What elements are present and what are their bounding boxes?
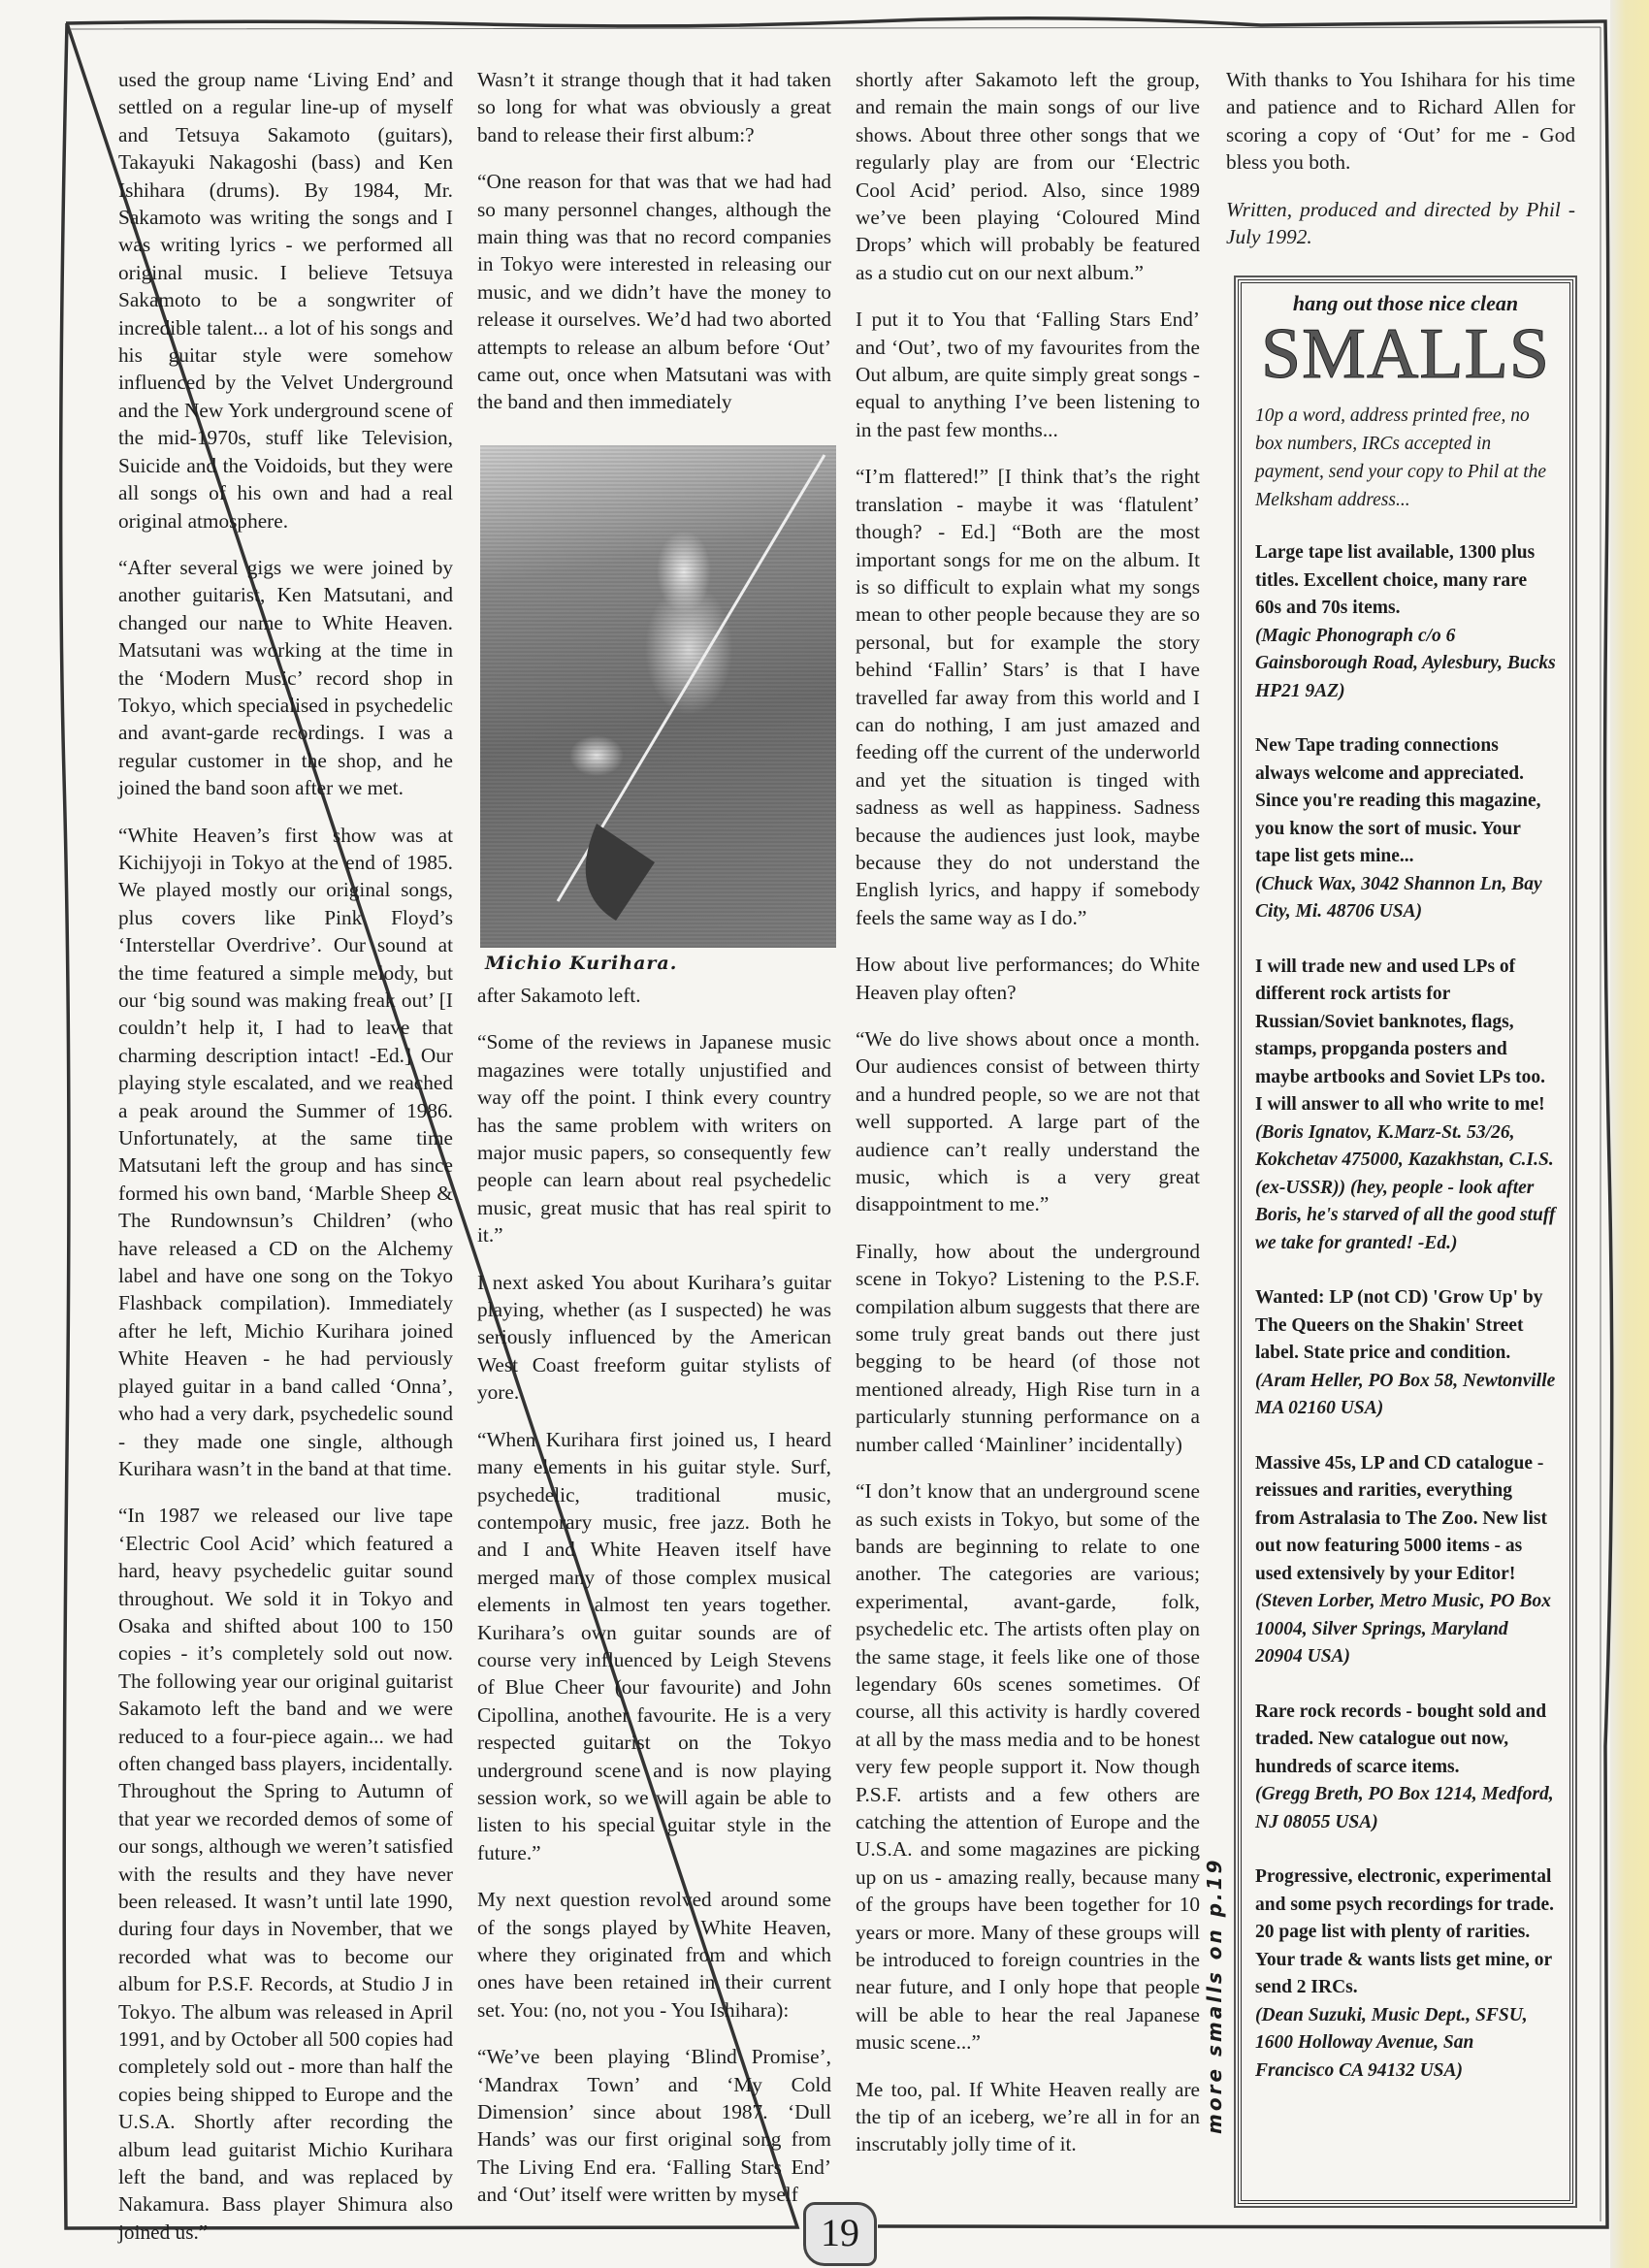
classified-ad (1255, 539, 1556, 705)
article-paragraph: Wasn’t it strange though that it had taken so long for what was obviously a great band to release their first album:? (477, 68, 831, 146)
article-paragraph: after Sakamoto left. (477, 984, 641, 1007)
article-paragraph: used the group name ‘Living End’ and settled on a regular line-up of myself and Tetsuya Sakamoto (guitars), Takayuki Nakagoshi (bass) and Ken Ishihara (drums). By 1984, Mr. Sakamoto was writing the songs and I was writing lyrics - we performed all original music. I believe Tetsuya Sakamoto to be a songwriter of incredible talent... a lot of his songs and his guitar style were somehow influenced by the Velvet Underground and the New York underground scene of the mid-1970s, stuff like Television, Suicide and the Voidoids, but they were all songs of his own and had a real original atmosphere. (118, 68, 453, 533)
ad-text: Large tape list available, 1300 plus titles. Excellent choice, many rare 60s and 70s items. (1255, 542, 1536, 618)
classified-ad (1255, 1284, 1556, 1423)
classified-ad (1255, 954, 1556, 1258)
classified-ad (1255, 732, 1556, 926)
smalls-title: SMALLS (1261, 314, 1550, 394)
article-paragraph: “We’ve been playing ‘Blind Promise’, ‘Mandrax Town’ and ‘My Cold Dimension’ since about 1987. ‘Dull Hands’ was our first original song from The Living End era. ‘Falling Stars End’ and ‘Out’ itself were written by myself (477, 2045, 831, 2207)
ad-contact: (Dean Suzuki, Music Dept., SFSU, 1600 Holloway Avenue, San Francisco CA 94132 USA) (1255, 2004, 1528, 2081)
ad-contact: (Chuck Wax, 3042 Shannon Ln, Bay City, Mi. 48706 USA) (1255, 873, 1542, 922)
ad-text: Rare rock records - bought sold and traded. New catalogue out now, hundreds of scarce items. (1255, 1701, 1547, 1777)
article-column-1 (118, 66, 453, 2265)
article-paragraph: “White Heaven’s first show was at Kichijyoji in Tokyo at the end of 1985. We played mostly our original songs, plus covers like Pink Floyd’s ‘Interstellar Overdrive’. Our sound at the time featured a simple melody, but our ‘big sound was making freak out’ [I couldn’t help it, I had to leave that charming description intact! -Ed.] Our playing style escalated, and we reached a peak around the Summer of 1986. Unfortunately, at the same time Matsutani left the group and has since formed his own band, ‘Marble Sheep & The Rundownsun’s Children’ (who have released a CD on the Alchemy label and have one song on the Tokyo Flashback compilation). Immediately after he left, Michio Kurihara joined White Heaven - he had perviously played guitar in a band called ‘Onna’, who had a very dark, psychedelic sound - they made one single, although Kurihara wasn’t in the band at that time. (118, 823, 453, 1480)
photo-caption: Michio Kurihara. (485, 953, 678, 974)
article-column-2-bottom (477, 982, 831, 2228)
ad-contact: (Aram Heller, PO Box 58, Newtonville MA 02160 USA) (1255, 1370, 1556, 1418)
article-paragraph: shortly after Sakamoto left the group, and remain the main songs of our live shows. About three other songs that we regularly play are from our ‘Electric Cool Acid’ period. Also, since 1989 we’ve been playing ‘Coloured Mind Drops’ which will probably be featured as a studio cut on our next album.” (856, 68, 1200, 284)
article-paragraph: Finally, how about the underground scene in Tokyo? Listening to the P.S.F. compilation album suggests that there are some truly great bands out there just begging to be heard (of those not mentioned already, High Rise turn in a particularly stunning performance on a number called ‘Mainliner’ incidentally) (856, 1239, 1200, 1456)
author-credit: Written, produced and directed by Phil - July 1992. (1226, 197, 1575, 249)
classified-ad (1255, 1699, 1556, 1837)
ad-contact: (Gregg Breth, PO Box 1214, Medford, NJ 08055 USA) (1255, 1784, 1554, 1832)
article-paragraph: “We do live shows about once a month. Our audiences consist of between thirty and a hundred people, so we are not that well supported. A large part of the audience can’t really understand the music, which is a very great disappointment to me.” (856, 1027, 1200, 1216)
article-paragraph: My next question revolved around some of the songs played by White Heaven, where they originated from and which ones have been retained in their current set. You: (no, not you - You Ishihara): (477, 1888, 831, 2022)
smalls-ad-list (1255, 539, 1556, 2085)
article-column-2-top (477, 66, 831, 436)
guitar-neck-illustration (480, 445, 836, 948)
classified-ad (1255, 1450, 1556, 1671)
ad-text: New Tape trading connections always welcome and appreciated. Since you're reading this magazine, you know the sort of music. Your tape list gets mine... (1255, 735, 1541, 866)
page-number: 19 (803, 2202, 877, 2266)
more-smalls-note: more smalls on p.19 (1203, 1857, 1226, 2134)
article-paragraph: “Some of the reviews in Japanese music magazines were totally unjustified and way off the point. I think every country has the same problem with writers on major music papers, so consequently few people can learn about real psychedelic music, great music that has real spirit to it.” (477, 1030, 831, 1247)
smalls-classifieds-box (1238, 279, 1573, 2204)
acknowledgements: With thanks to You Ishihara for his time and patience and to Richard Allen for scoring a copy of ‘Out’ for me - God bless you both. (1226, 68, 1575, 175)
article-column-4 (1226, 66, 1575, 270)
article-paragraph: How about live performances; do White Heaven play often? (856, 953, 1200, 1004)
classified-ad (1255, 1863, 1556, 2085)
article-paragraph: “When Kurihara first joined us, I heard many elements in his guitar style. Surf, psychedelic, traditional music, contemporary music, free jazz. Both he and I and White Heaven itself have merged many of those complex musical elements in almost ten years together. Kurihara’s own guitar sounds are of course very influenced by Leigh Stevens of Blue Cheer (our favourite) and John Cipollina, another favourite. He is a very respected guitarist on the Tokyo underground scene and is now playing session work, so we will again be able to listen to his special guitar style in the future.” (477, 1427, 831, 1864)
ad-contact: (Steven Lorber, Metro Music, PO Box 10004, Silver Springs, Maryland 20904 USA) (1255, 1591, 1551, 1667)
article-paragraph: “After several gigs we were joined by another guitarist, Ken Matsutani, and changed our name to White Heaven. Matsutani was working at the time in the ‘Modern Music’ record shop in Tokyo, which specialised in psychedelic and avant-garde recordings. I was a regular customer in the shop, and he joined the band soon after we met. (118, 555, 453, 800)
article-paragraph: Me too, pal. If White Heaven really are the tip of an iceberg, we’re all in for an inscrutably jolly time of it. (856, 2077, 1200, 2156)
ad-text: Progressive, electronic, experimental and some psych recordings for trade. 20 page list with plenty of rarities. Your trade & wants lists get mine, or send 2 IRCs. (1255, 1866, 1555, 1997)
ad-text: I will trade new and used LPs of different rock artists for Russian/Soviet banknotes, flags, stamps, propganda posters and maybe artbooks and Soviet LPs too. I will answer to all who write to me! (1255, 956, 1546, 1115)
smalls-intro: 10p a word, address printed free, no box numbers, IRCs accepted in payment, send your copy to Phil at the Melksham address... (1255, 405, 1547, 510)
smalls-kicker: hang out those nice clean (1292, 291, 1519, 315)
ad-text: Massive 45s, LP and CD catalogue - reissues and rarities, everything from Astralasia to The Zoo. New list out now featuring 5000 items - as used extensively by your Editor! (1255, 1452, 1547, 1584)
article-column-3 (856, 66, 1200, 2178)
article-paragraph: “I’m flattered!” [I think that’s the right translation - maybe it was ‘flatulent’ though? - Ed.] “Both are the most important songs for me on the album. It is so difficult to explain what my songs mean to other people because they are so personal, but for example the story behind ‘Fallin’ Stars’ is that I have travelled far away from this world and I can do nothing, I am just amazed and feeding off the current of the underworld and yet the situation is tinged with sadness as well as happiness. Sadness because the audiences just look, maybe because they do not understand the English lyrics, and happy if somebody feels the same way as I do.” (856, 465, 1200, 929)
article-paragraph: I put it to You that ‘Falling Stars End’ and ‘Out’, two of my favourites from the Out album, are quite simply great songs - equal to anything I’ve been listening to in the past few months... (856, 308, 1200, 441)
ad-contact: (Magic Phonograph c/o 6 Gainsborough Road, Aylesbury, Bucks HP21 9AZ) (1255, 625, 1556, 701)
article-paragraph: “I don’t know that an underground scene as such exists in Tokyo, but some of the bands are beginning to relate to one another. The categories are various; experimental, avant-garde, folk, psychedelic etc. The artists often play on the same stage, it feels like one of those legendary 60s scenes sometimes. Of course, all this activity is hardly covered at all by the mass media and to be honest very few people support it. Now though P.S.F. artists and a few others are catching the attention of Europe and the U.S.A. and some magazines are picking up on us - amazing really, because many of the groups have been together for 10 years or more. Many of these groups will be introduced to foreign countries in the near future, and I only hope that people will be able to hear the real Japanese music scene...” (856, 1479, 1200, 2055)
ad-text: Wanted: LP (not CD) 'Grow Up' by The Queers on the Shakin' Street label. State price and condition. (1255, 1287, 1543, 1363)
article-paragraph: “In 1987 we released our live tape ‘Electric Cool Acid’ which featured a hard, heavy psychedelic guitar sound throughout. We sold it in Tokyo and Osaka and shifted about 100 to 150 copies - it’s completely sold out now. The following year our original guitarist Sakamoto left the band and we were reduced to a four-piece again... we had often changed bass players, incidentally. Throughout the Spring to Autumn of that year we recorded demos of some of our songs, although we weren’t satisfied with the results and they have never been released. It wasn’t until late 1990, during four days in November, that we recorded what was to become our album for P.S.F. Records, at Studio J in Tokyo. The album was released in April 1991, and by October all 500 copies had completely sold out - more than half the copies being shipped to Europe and the U.S.A. Shortly after recording the album lead guitarist Michio Kurihara left the band, and was replaced by Nakamura. Bass player Shimura also joined us.” (118, 1504, 453, 2244)
article-paragraph: “One reason for that was that we had had so many personnel changes, although the main thing was that no record companies in Tokyo were interested in releasing our music, and we didn’t have the money to release it ourselves. We’d had two aborted attempts to release an album before ‘Out’ came out, once when Matsutani was with the band and then immediately (477, 170, 831, 414)
ad-contact: (Boris Ignatov, K.Marz-St. 53/26, Kokchetav 475000, Kazakhstan, C.I.S. (ex-USSR)) (hey, people - look after Boris, he's starved of all the good stuff we take for granted! -Ed.) (1255, 1121, 1556, 1253)
article-paragraph: I next asked You about Kurihara’s guitar playing, whether (as I suspected) he was seriously influenced by the American West Coast freeform guitar stylists of yore. (477, 1270, 831, 1405)
